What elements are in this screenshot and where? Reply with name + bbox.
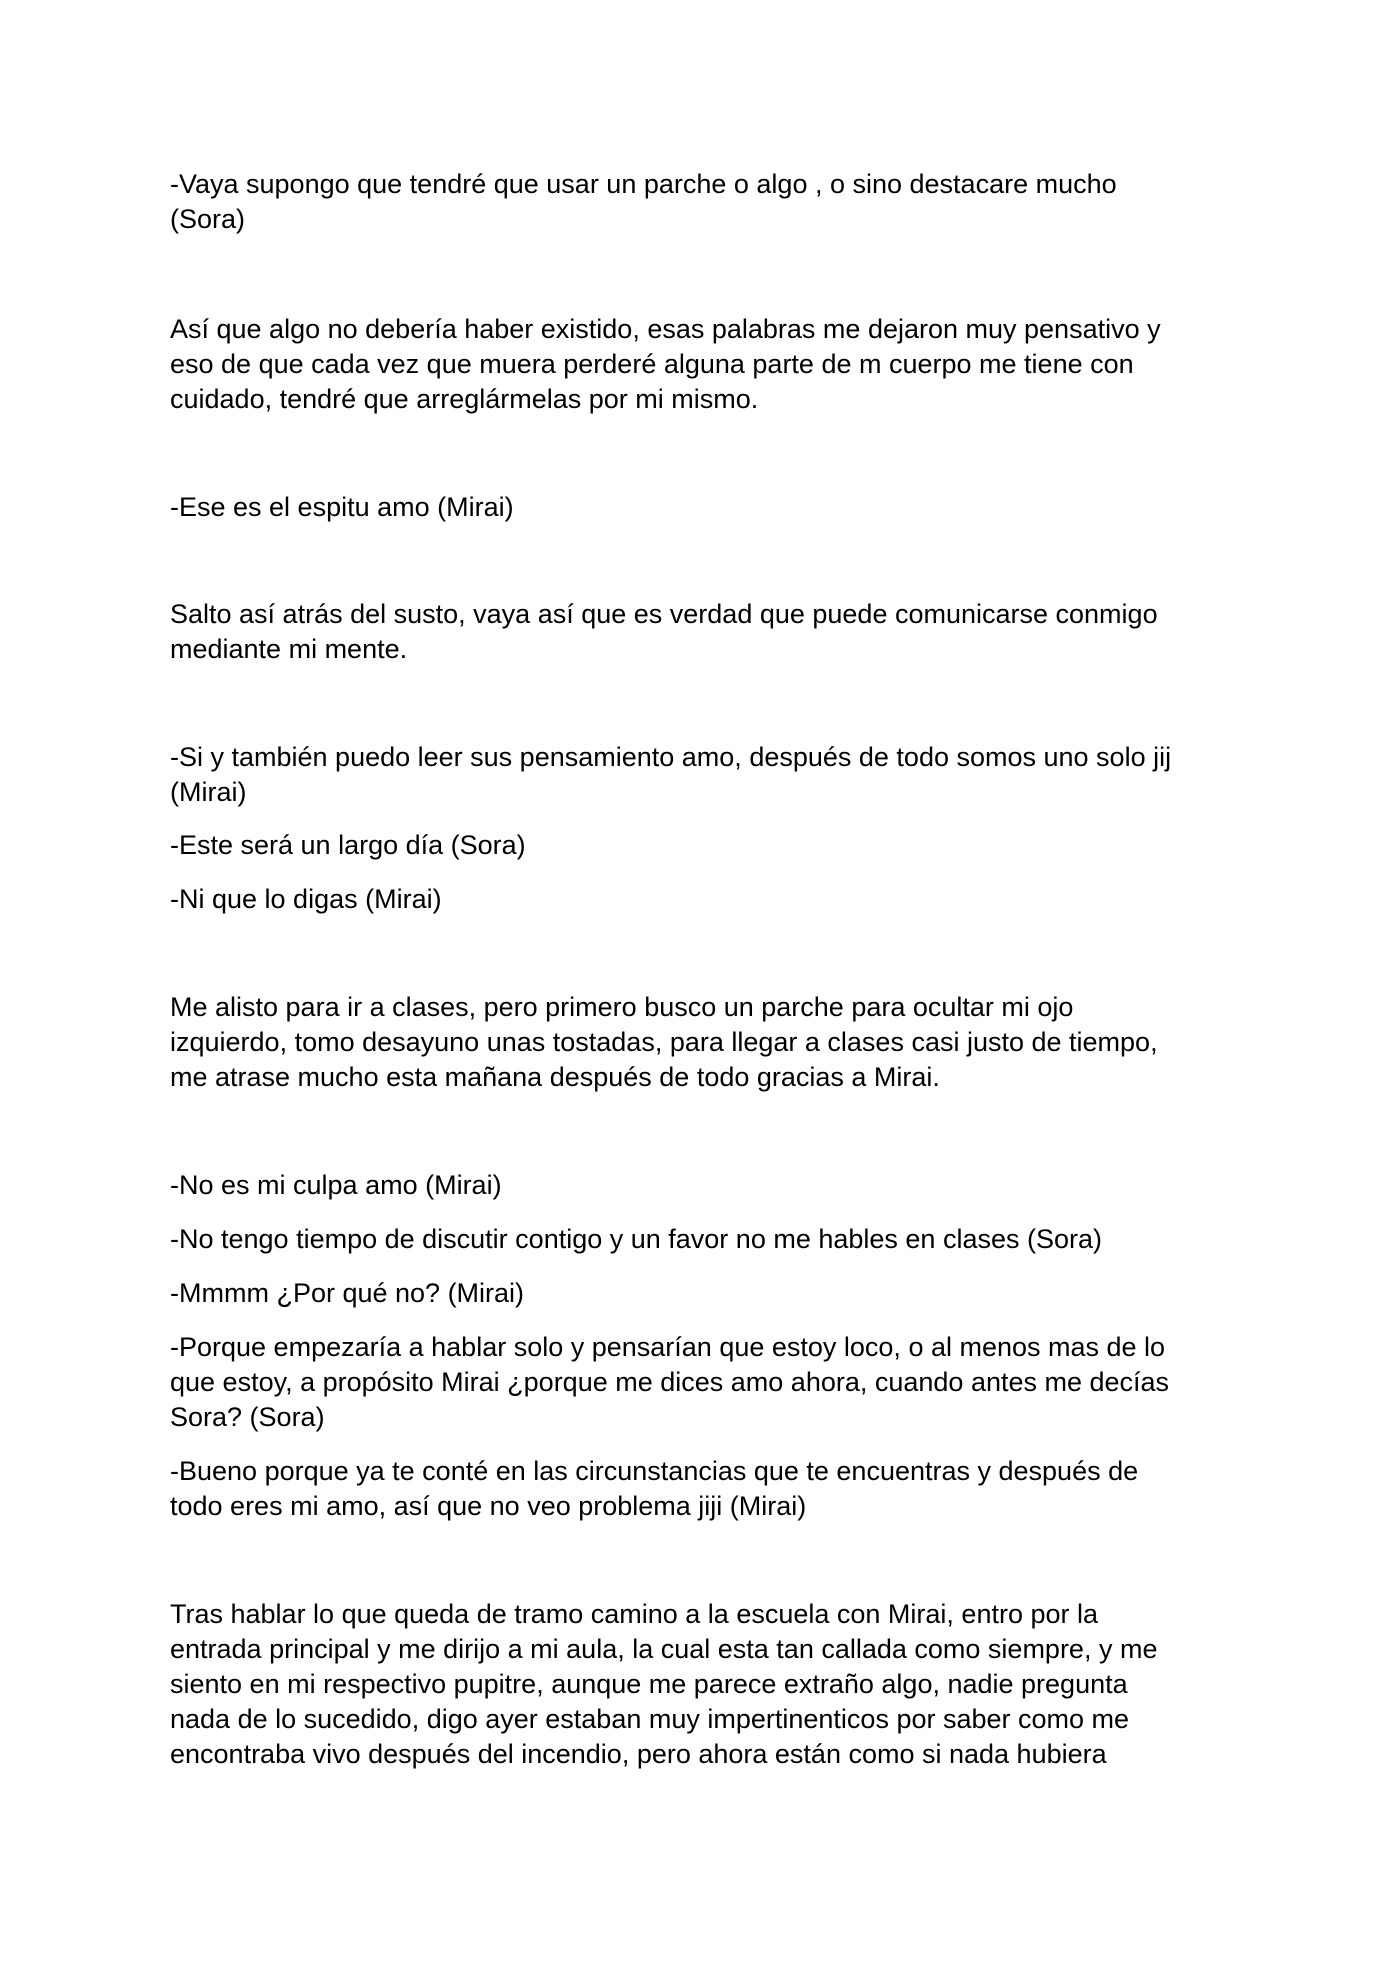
text-line: Sora? (Sora) xyxy=(170,1402,325,1432)
text-line: Me alisto para ir a clases, pero primero busco un parche para ocultar mi ojo xyxy=(170,992,1074,1022)
paragraph-12 xyxy=(170,1330,1250,1435)
paragraph-10 xyxy=(170,1222,1250,1257)
text-line: encontraba vivo después del incendio, pero ahora están como si nada hubiera xyxy=(170,1739,1107,1769)
text-line: (Sora) xyxy=(170,204,246,234)
text-line: siento en mi respectivo pupitre, aunque me parece extraño algo, nadie pregunta xyxy=(170,1669,1128,1699)
text-line: -Este será un largo día (Sora) xyxy=(170,830,526,860)
paragraph-14 xyxy=(170,1597,1250,1772)
text-line: -Si y también puedo leer sus pensamiento amo, después de todo somos uno solo jij xyxy=(170,742,1172,772)
paragraph-9 xyxy=(170,1168,1250,1203)
paragraph-6 xyxy=(170,828,1250,863)
text-line: Así que algo no debería haber existido, esas palabras me dejaron muy pensativo y xyxy=(170,314,1161,344)
text-line: que estoy, a propósito Mirai ¿porque me dices amo ahora, cuando antes me decías xyxy=(170,1367,1170,1397)
text-line: -Mmmm ¿Por qué no? (Mirai) xyxy=(170,1278,525,1308)
paragraph-11 xyxy=(170,1276,1250,1311)
text-line: Tras hablar lo que queda de tramo camino a la escuela con Mirai, entro por la xyxy=(170,1599,1099,1629)
text-line: eso de que cada vez que muera perderé alguna parte de m cuerpo me tiene con xyxy=(170,349,1134,379)
text-line: -Porque empezaría a hablar solo y pensarían que estoy loco, o al menos mas de lo xyxy=(170,1332,1166,1362)
paragraph-7 xyxy=(170,882,1250,917)
text-line: cuidado, tendré que arreglármelas por mi mismo. xyxy=(170,384,759,414)
text-line: Salto así atrás del susto, vaya así que es verdad que puede comunicarse conmigo xyxy=(170,599,1158,629)
text-line: -Vaya supongo que tendré que usar un parche o algo , o sino destacare mucho xyxy=(170,169,1117,199)
text-line: -No tengo tiempo de discutir contigo y un favor no me hables en clases (Sora) xyxy=(170,1224,1102,1254)
paragraph-3 xyxy=(170,490,1250,525)
paragraph-13 xyxy=(170,1454,1250,1524)
paragraph-2 xyxy=(170,312,1250,417)
text-line: mediante mi mente. xyxy=(170,634,408,664)
text-line: -No es mi culpa amo (Mirai) xyxy=(170,1170,502,1200)
text-line: -Bueno porque ya te conté en las circunstancias que te encuentras y después de xyxy=(170,1456,1139,1486)
paragraph-8 xyxy=(170,990,1250,1095)
text-line: nada de lo sucedido, digo ayer estaban muy impertinenticos por saber como me xyxy=(170,1704,1130,1734)
text-line: (Mirai) xyxy=(170,777,247,807)
text-line: -Ni que lo digas (Mirai) xyxy=(170,884,442,914)
text-line: todo eres mi amo, así que no veo problema jiji (Mirai) xyxy=(170,1491,807,1521)
text-line: me atrase mucho esta mañana después de todo gracias a Mirai. xyxy=(170,1062,940,1092)
text-line: -Ese es el espitu amo (Mirai) xyxy=(170,492,514,522)
text-line: entrada principal y me dirijo a mi aula, la cual esta tan callada como siempre, y me xyxy=(170,1634,1158,1664)
paragraph-4 xyxy=(170,597,1250,667)
text-line: izquierdo, tomo desayuno unas tostadas, para llegar a clases casi justo de tiempo, xyxy=(170,1027,1158,1057)
paragraph-5 xyxy=(170,740,1250,810)
paragraph-1 xyxy=(170,167,1250,237)
